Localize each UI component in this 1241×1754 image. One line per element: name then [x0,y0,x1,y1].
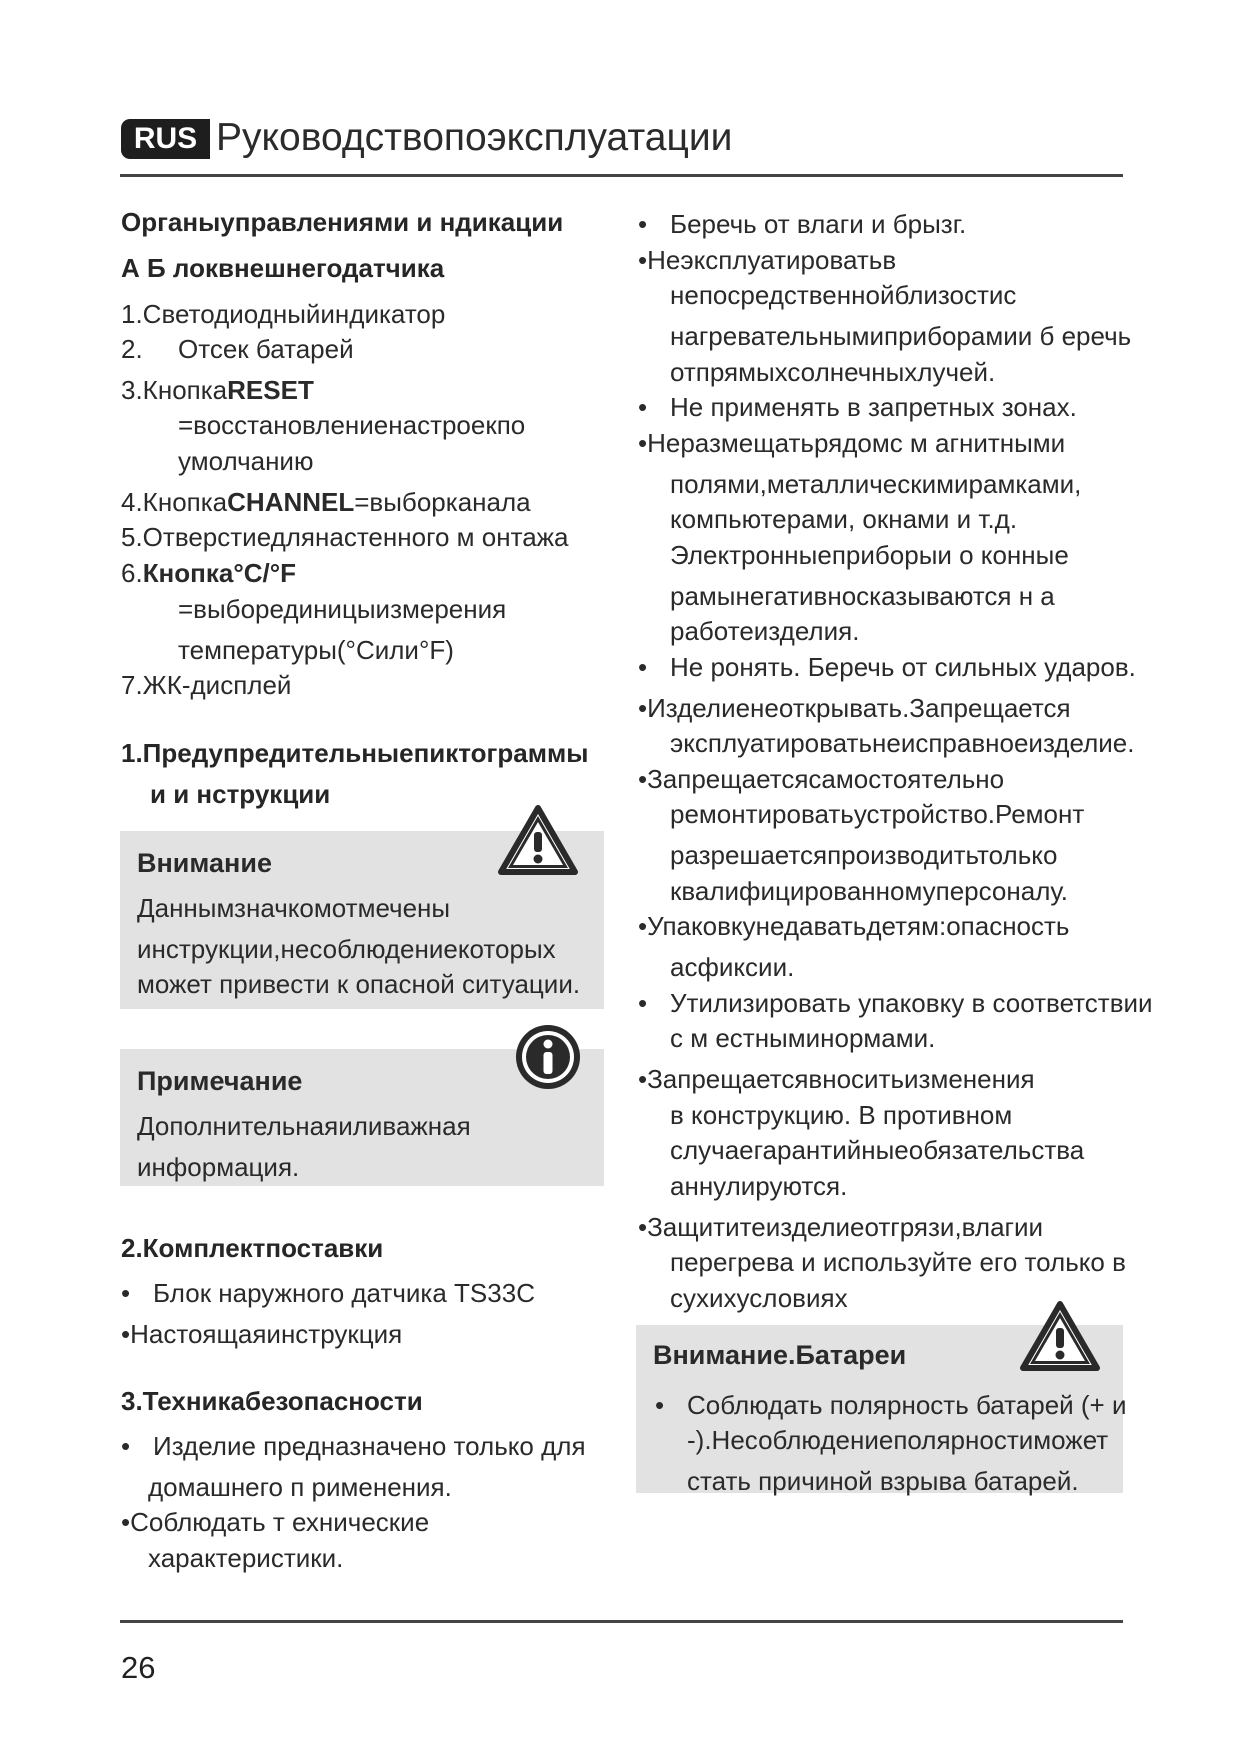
battery-box-line2: -).Несоблюдениеполярностиможет [687,1425,1109,1455]
page-title: Руководствопоэксплуатации [216,116,733,159]
note-box-line1: Дополнительнаяиливажная [137,1111,471,1141]
control-item-5: 5.Отверстиедлянастенного м онтажа [121,522,569,552]
right-item-4-line3: компьютерами, окнами и т.д. [670,504,1018,534]
control-item-6-line2: =выборединицыизмерения [178,594,507,624]
control-item-3-line2: =восстановлениенастроекпо [178,410,526,440]
control-item-2: Отсек батарей [178,334,354,364]
bullet: • [638,652,648,682]
section-3-heading: 3.Техникабезопасности [121,1386,423,1416]
battery-box-line3: стать причиной взрыва батарей. [687,1466,1079,1496]
bullet: • [638,988,648,1018]
section-2-heading: 2.Комплектпоставки [121,1233,384,1263]
control-item-1: 1.Светодиодныйиндикатор [121,299,446,329]
right-item-11: •Защититеизделиеотгрязи,влагии [638,1212,1044,1242]
right-item-4-line5: рамынегативносказываются н а [670,581,1055,611]
control-item-3-line3: умолчанию [178,446,314,476]
right-item-6-line2: эксплуатироватьнеисправноеизделие. [670,728,1135,758]
right-item-10-line2: в конструкцию. В противном [670,1100,1013,1130]
safety-item-1-line2: домашнего п рименения. [148,1472,452,1502]
right-item-10-line3: случаегарантийныеобязательства [670,1135,1085,1165]
right-item-1: Беречь от влаги и брызг. [670,209,967,239]
control-item-3: 3.КнопкаRESET [121,375,314,405]
bullet: • [638,392,648,422]
right-item-5: Не ронять. Беречь от сильных ударов. [670,652,1136,682]
note-box-line2: информация. [137,1152,300,1182]
right-item-8-line2: асфиксии. [670,952,795,982]
safety-item-1: Изделие предназначено только для [153,1431,586,1461]
right-item-7-line3: разрешаетсяпроизводитьтолько [670,840,1058,870]
warning-triangle-icon [1020,1300,1100,1372]
control-item-6-line3: температуры(°Сили°F) [178,635,454,665]
warning-box-line3: может привести к опасной ситуации. [137,969,581,999]
page-number: 26 [121,1650,156,1685]
right-item-8: •Упаковкунедаватьдетям:опасность [638,911,1070,941]
language-badge: RUS [121,119,210,159]
right-item-4-line2: полями,металлическимирамками, [670,469,1082,499]
right-item-10-line4: аннулируются. [670,1171,848,1201]
section-1-heading: 1.Предупредительныепиктограммы [121,738,589,768]
right-item-4-line4: Электронныеприборыи о конные [670,540,1069,570]
right-item-10: •Запрещаетсявноситьизменения [638,1064,1035,1094]
right-item-2: •Неэксплуатироватьв [638,245,897,275]
bullet: • [121,1278,131,1308]
right-item-9-line2: с м естныминормами. [670,1023,936,1053]
section-1-heading-line2: и и нструкции [150,779,331,809]
bullet: • [121,1431,131,1461]
warning-box-title: Внимание [137,848,272,878]
warning-box-line1: Даннымзначкомотмечены [137,893,451,923]
bullet: • [655,1390,665,1420]
right-item-11-line2: перегрева и используйте его только в [670,1247,1126,1277]
warning-triangle-icon [498,804,578,876]
right-item-11-line3: сухихусловиях [670,1283,848,1313]
battery-box-line1: Соблюдать полярность батарей (+ и [687,1390,1127,1420]
sensor-heading: А Б локвнешнегодатчика [121,253,445,283]
safety-item-2: •Соблюдать т ехнические [121,1507,430,1537]
safety-item-2-line2: характеристики. [148,1543,344,1573]
right-item-4-line6: работеизделия. [670,616,860,646]
info-circle-icon [513,1022,583,1092]
right-item-6: •Изделиенеоткрывать.Запрещается [638,693,1071,723]
control-item-7: 7.ЖК-дисплей [121,670,292,700]
control-item-6: 6.Кнопка°С/°F [121,558,296,588]
note-box-title: Примечание [137,1066,303,1096]
battery-box-title: Внимание.Батареи [653,1340,907,1370]
right-item-7-line2: ремонтироватьустройство.Ремонт [670,799,1085,829]
bullet: • [638,209,648,239]
right-item-3: Не применять в запретных зонах. [670,392,1077,422]
header-rule [120,174,1123,177]
footer-rule [120,1620,1123,1623]
warning-box-line2: инструкции,несоблюдениекоторых [137,934,556,964]
right-item-4: •Неразмещатьрядомс м агнитными [638,428,1066,458]
control-item-4: 4.КнопкаCHANNEL=выборканала [121,487,531,517]
controls-heading: Органыуправлениями и ндикации [121,207,564,237]
right-item-7-line4: квалифицированномуперсоналу. [670,876,1068,906]
right-item-2-line4: отпрямыхсолнечныхлучей. [670,357,996,387]
right-item-9: Утилизировать упаковку в соответствии [670,988,1153,1018]
package-item-2: •Настоящаяинструкция [121,1319,403,1349]
control-item-2-num: 2. [121,334,143,364]
package-item-1: Блок наружного датчика TS33C [153,1278,535,1308]
right-item-2-line3: нагревательнымиприборамии б еречь [670,321,1132,351]
right-item-7: •Запрещаетсясамостоятельно [638,764,1005,794]
right-item-2-line2: непосредственнойблизостис [670,280,1017,310]
